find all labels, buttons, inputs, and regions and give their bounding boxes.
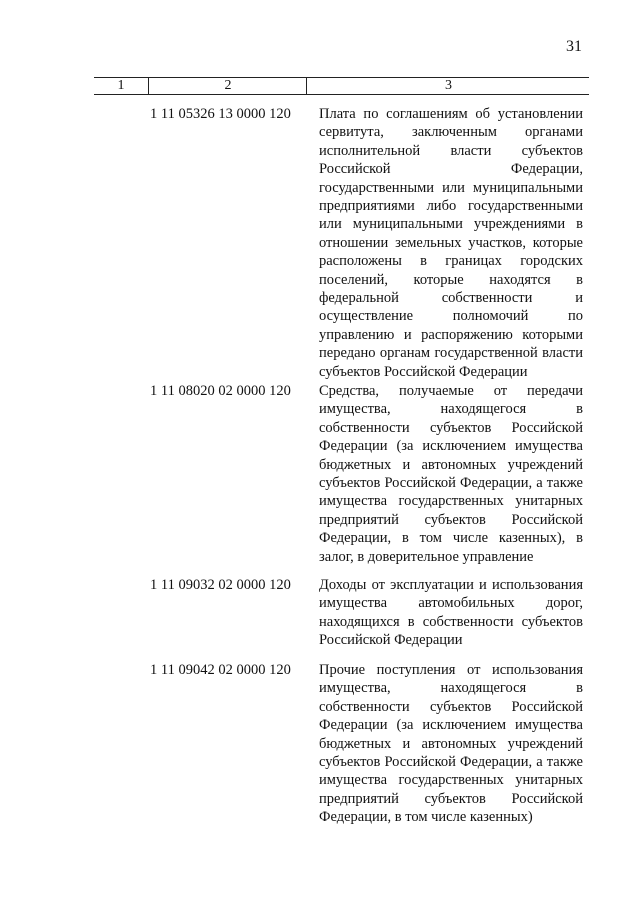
budget-code: 1 11 09032 02 0000 120	[150, 577, 291, 593]
budget-code: 1 11 05326 13 0000 120	[150, 106, 291, 122]
budget-code: 1 11 09042 02 0000 120	[150, 662, 291, 678]
income-description: Плата по соглашениям об установлении сервитута, заключенным органами исполнительной власти субъектов Российской Федерации, государственными или муниципальными предприятиями либо государственными или муниципальными учреждениями в отношении земельных участков, которые расположены в границах городских поселений, которые находятся в федеральной собственности и осуществление полномочий по управлению и распоряжению которыми передано органам государственной власти субъектов Российской Федерации	[319, 106, 583, 380]
header-col-3: 3	[306, 78, 590, 94]
header-col-1: 1	[117, 78, 125, 93]
table-header	[94, 77, 589, 95]
page-number: 31	[566, 38, 582, 55]
income-description: Доходы от эксплуатации и использования имущества автомобильных дорог, находящихся в собственности субъектов Российской Федерации	[319, 577, 583, 649]
income-description: Прочие поступления от использования имущества, находящегося в собственности субъектов Российской Федерации (за исключением имущества бюджетных и автономных учреждений субъектов Российской Федерации, а также имущества государственных унитарных предприятий субъектов Российской Федерации, в том числе казенных)	[319, 662, 583, 826]
budget-code: 1 11 08020 02 0000 120	[150, 383, 291, 399]
header-col-2: 2	[148, 78, 307, 94]
income-description: Средства, получаемые от передачи имущества, находящегося в собственности субъектов Российской Федерации (за исключением имущества бюджетных и автономных учреждений субъектов Российской Федерации, а также имущества государственных унитарных предприятий субъектов Российской Федерации, в том числе казенных), в залог, в доверительное управление	[319, 383, 583, 565]
